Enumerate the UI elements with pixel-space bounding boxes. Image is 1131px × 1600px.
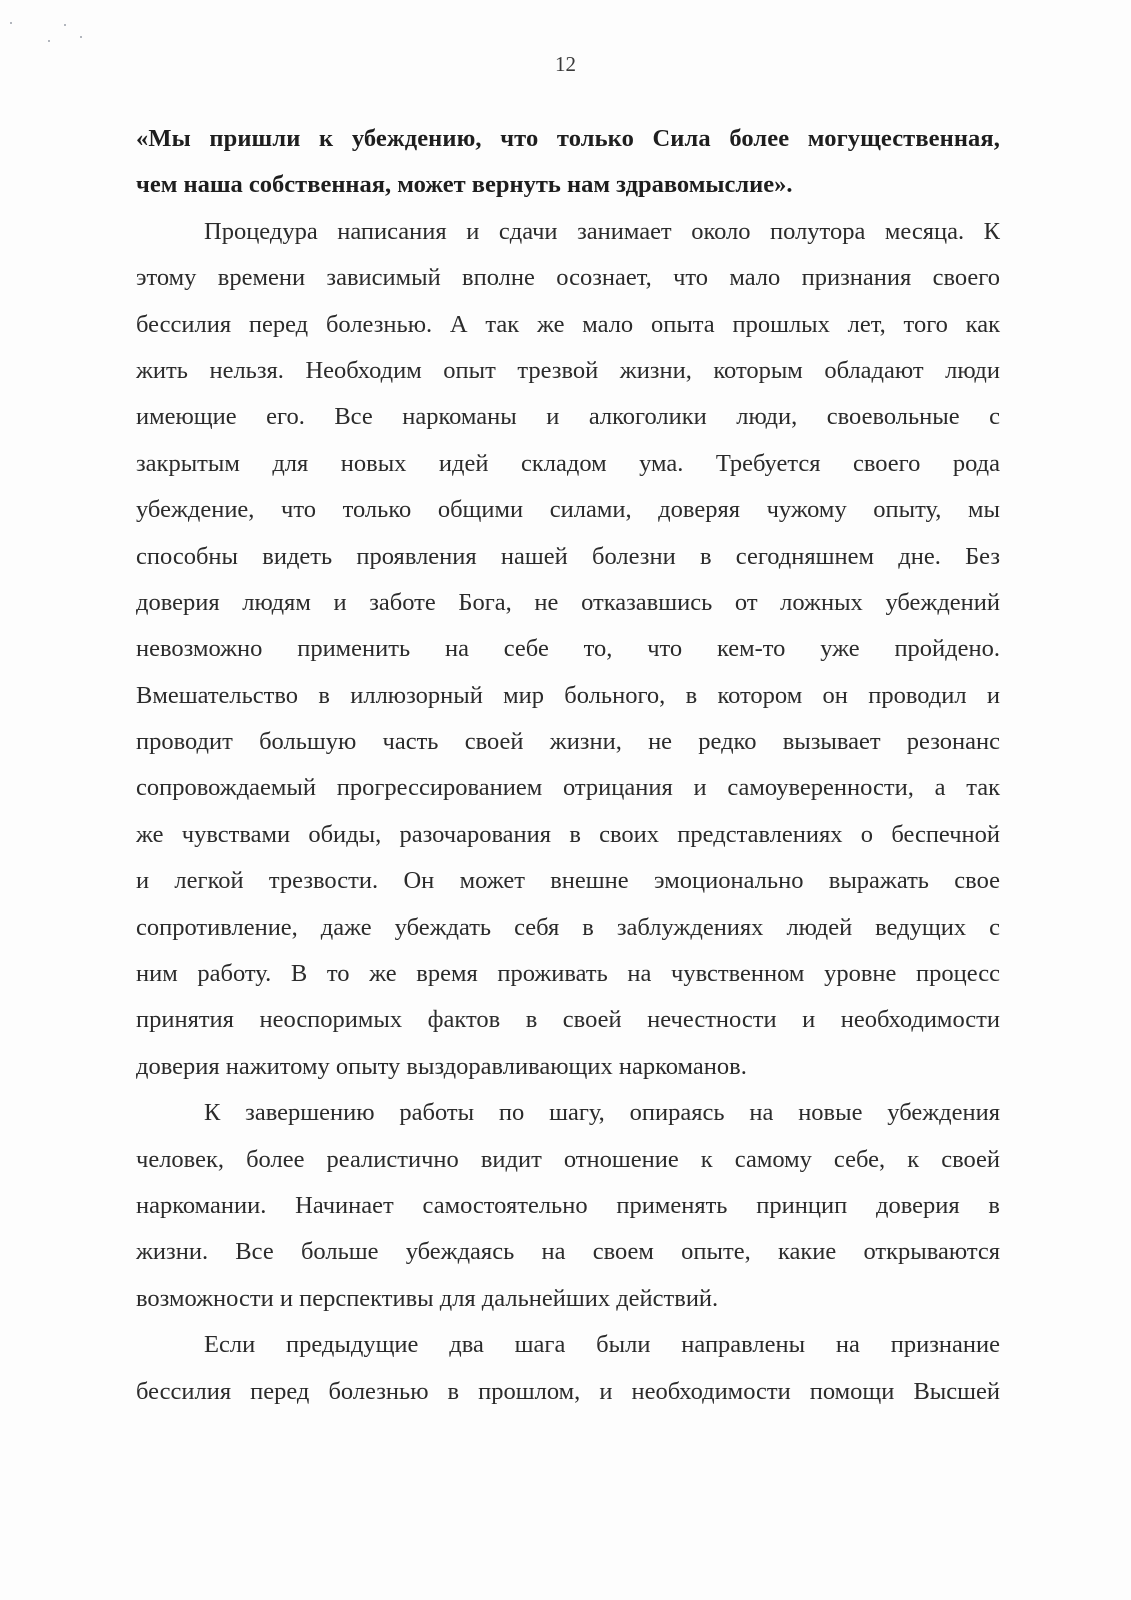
paragraph-line: сопровождаемый прогрессированием отрицания и самоуверенности, а так [136,774,1000,802]
paragraph-line: же чувствами обиды, разочарования в своих представлениях о беспечной [136,820,1000,848]
paragraph-line: наркомании. Начинает самостоятельно применять принцип доверия в [136,1191,1000,1219]
paragraph-line: проводит большую часть своей жизни, не редко вызывает резонанс [136,728,1000,756]
quote-line: чем наша собственная, может вернуть нам здравомыслие». [136,171,793,199]
paragraph-line: Вмешательство в иллюзорный мир больного, в котором он проводил и [136,681,1000,709]
page-body [136,116,1000,1415]
scan-speck [10,22,12,24]
paragraph-line: имеющие его. Все наркоманы и алкоголики люди, своевольные с [136,403,1000,431]
paragraph-line: возможности и перспективы для дальнейших действий. [136,1284,719,1312]
paragraph-line: человек, более реалистично видит отношение к самому себе, к своей [136,1145,1000,1173]
scan-speck [64,24,66,26]
paragraph-line: и легкой трезвости. Он может внешне эмоционально выражать свое [136,867,1000,895]
paragraph-line: принятия неоспоримых фактов в своей нечестности и необходимости [136,1006,1000,1034]
scan-speck [80,36,82,38]
paragraph-line: невозможно применить на себе то, что кем-то уже пройдено. [136,635,1000,663]
paragraph-line: доверия людям и заботе Бога, не отказавшись от ложных убеждений [136,588,1000,616]
paragraph-line: сопротивление, даже убеждать себя в заблуждениях людей ведущих с [136,913,1000,941]
paragraph-line: ним работу. В то же время проживать на чувственном уровне процесс [136,960,1000,988]
paragraph-line: жизни. Все больше убеждаясь на своем опыте, какие открываются [136,1238,1000,1266]
paragraph-line: Процедура написания и сдачи занимает около полутора месяца. К [204,217,1000,245]
scan-speck [48,40,50,42]
page-number: 12 [555,52,576,76]
paragraph-line: закрытым для новых идей складом ума. Требуется своего рода [136,449,1000,477]
paragraph-line: бессилия перед болезнью. А так же мало опыта прошлых лет, того как [136,310,1000,338]
paragraph-line: убеждение, что только общими силами, доверяя чужому опыту, мы [136,496,1000,524]
paragraph-line: доверия нажитому опыту выздоравливающих наркоманов. [136,1052,747,1080]
paragraph-2 [136,1090,1000,1322]
paragraph-line: способны видеть проявления нашей болезни в сегодняшнем дне. Без [136,542,1000,570]
paragraph-line: Если предыдущие два шага были направлены на признание [204,1331,1000,1359]
paragraph-line: этому времени зависимый вполне осознает, что мало признания своего [136,264,1000,292]
paragraph-line: бессилия перед болезнью в прошлом, и необходимости помощи Высшей [136,1377,1000,1405]
bold-quote [136,116,1000,209]
paragraph-1 [136,209,1000,1090]
paragraph-line: К завершению работы по шагу, опираясь на новые убеждения [204,1099,1000,1127]
quote-line: «Мы пришли к убеждению, что только Сила более могущественная, [136,125,1000,152]
paragraph-line: жить нельзя. Необходим опыт трезвой жизни, которым обладают люди [136,356,1000,384]
paragraph-3 [136,1322,1000,1415]
